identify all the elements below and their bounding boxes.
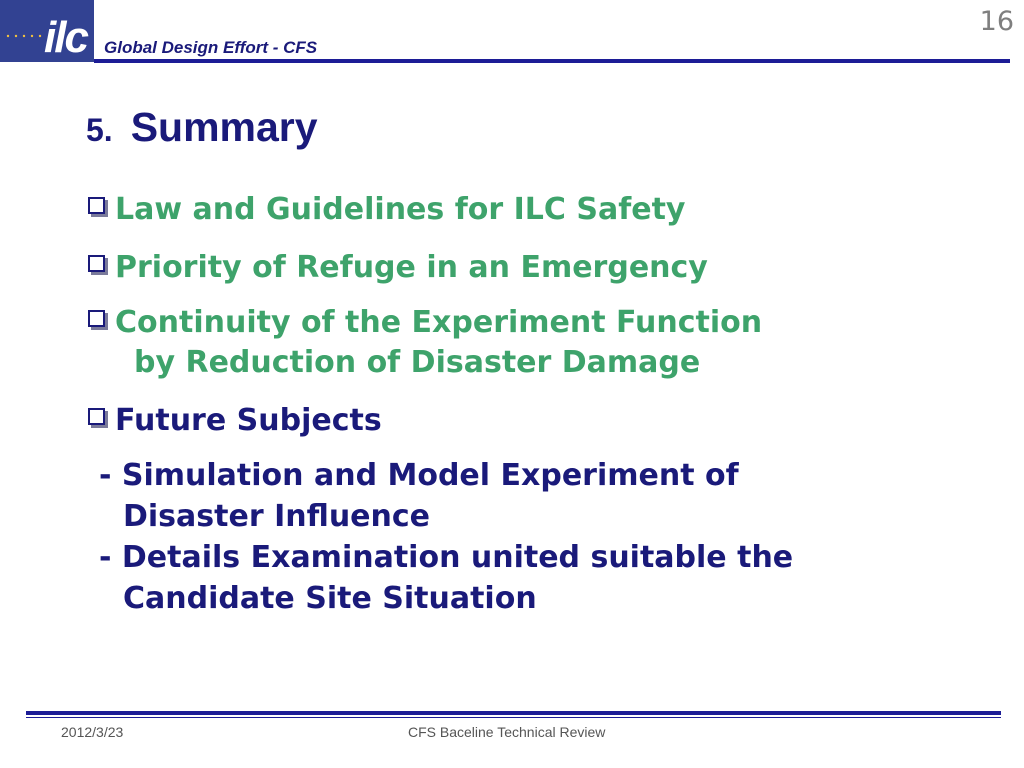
ilc-logo xyxy=(0,0,94,62)
bullet-continuation: by Reduction of Disaster Damage xyxy=(134,345,701,380)
bullet-text: Future Subjects xyxy=(115,403,382,438)
bullet-continuity xyxy=(88,303,762,343)
footer-title: CFS Baceline Technical Review xyxy=(408,724,606,740)
footer-rule-thin xyxy=(26,717,1001,718)
bullet-text: Continuity of the Experiment Function xyxy=(115,305,763,340)
future-item: - Details Examination united suitable the xyxy=(99,540,794,575)
header-title: Global Design Effort - CFS xyxy=(104,38,318,57)
section-number: 5. xyxy=(86,112,113,148)
page-number: 16 xyxy=(979,6,1014,37)
future-item-continuation: Candidate Site Situation xyxy=(123,581,537,616)
bullet-text: Law and Guidelines for ILC Safety xyxy=(115,192,686,227)
future-item: - Simulation and Model Experiment of xyxy=(99,458,739,493)
bullet-future-subjects xyxy=(88,401,382,441)
bullet-law-guidelines xyxy=(88,190,685,230)
checkbox-bullet-icon xyxy=(88,255,105,272)
footer-rule xyxy=(26,711,1001,715)
bullet-text: Priority of Refuge in an Emergency xyxy=(115,250,708,285)
checkbox-bullet-icon xyxy=(88,197,105,214)
footer-date: 2012/3/23 xyxy=(61,724,124,740)
section-title: Summary xyxy=(130,104,318,150)
checkbox-bullet-icon xyxy=(88,408,105,425)
checkbox-bullet-icon xyxy=(88,310,105,327)
svg-text:ilc: ilc xyxy=(44,13,87,62)
bullet-priority-refuge xyxy=(88,248,708,288)
section-heading xyxy=(86,104,318,151)
header-rule xyxy=(94,59,1010,63)
future-item-continuation: Disaster Influence xyxy=(123,499,431,534)
